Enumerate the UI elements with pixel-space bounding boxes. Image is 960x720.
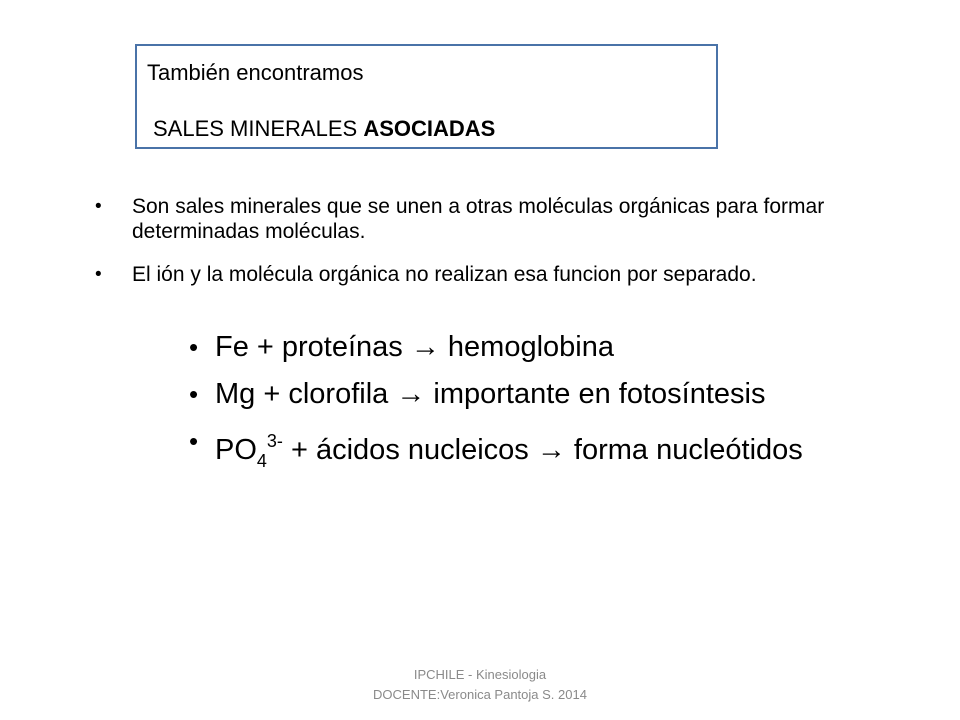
footer-line-2: DOCENTE:Veronica Pantoja S. 2014	[373, 687, 587, 702]
po4-subscript: 4	[256, 451, 267, 471]
title-line-2	[153, 116, 495, 142]
footer	[0, 665, 960, 705]
title-line-2-bold: ASOCIADAS	[363, 116, 496, 141]
title-line-2-normal: SALES MINERALES	[153, 116, 364, 141]
sub-bullet-fe: • Fe + proteínas → hemoglobina	[215, 330, 935, 364]
bullet-item-1: • Son sales minerales que se unen a otras moléculas orgánicas para formar determinadas moléculas.	[132, 194, 932, 244]
bullet-item-2: • El ión y la molécula orgánica no realizan esa funcion por separado.	[132, 262, 932, 287]
sub-bullet-mg: • Mg + clorofila → importante en fotosíntesis	[215, 377, 935, 411]
po4-rest: + ácidos nucleicos → forma nucleótidos	[282, 434, 803, 466]
po4-superscript: 3-	[266, 431, 283, 451]
title-line-1: También encontramos	[147, 60, 364, 85]
po4-base: PO	[215, 434, 257, 466]
title-box	[135, 44, 718, 149]
sub-bullet-po4	[215, 424, 935, 478]
footer-line-1: IPCHILE - Kinesiologia	[413, 667, 547, 682]
